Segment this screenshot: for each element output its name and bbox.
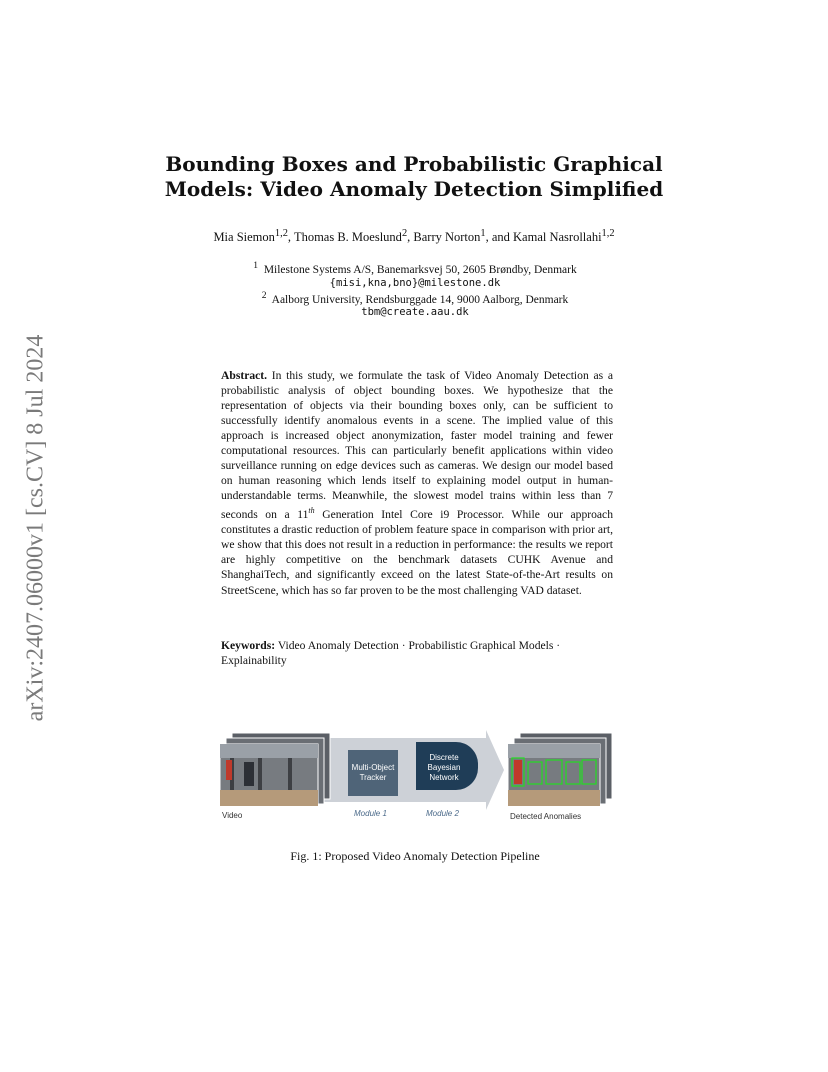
abstract-text: In this study, we formulate the task of Video Anomaly Detection as a probabilistic analysis of object bounding boxes. We hypothesize that the representation of objects via their bounding boxes only, can be sufficient to successfully identify anomalous events in a scene. The implied value of this approach is increased object anonymization, faster model training and fewer computational resources. This can particularly benefit applications within video surveillance running on edge devices such as cameras. We design our model based on human reasoning which lends itself to explaining model output in human-understandable terms. Meanwhile, the slowest model trains within less than 7 seconds on a 11 [221, 369, 613, 522]
video-label: Video [222, 811, 243, 820]
network-label-2: Bayesian [427, 763, 461, 772]
affiliation-address: Aalborg University, Rendsburggade 14, 9000 Aalborg, Denmark [271, 293, 569, 306]
author-affiliation-mark: 1,2 [274, 228, 288, 239]
affiliation-2 [200, 290, 630, 306]
module-1-label: Module 1 [354, 809, 387, 818]
title-line-1: Bounding Boxes and Probabilistic Graphical [165, 152, 663, 176]
affiliation-1 [200, 260, 630, 276]
figure-caption: Fig. 1: Proposed Video Anomaly Detection Pipeline [290, 849, 540, 863]
keywords [221, 638, 613, 668]
author-name: Kamal Nasrollahi [513, 230, 602, 245]
module-2-label: Module 2 [426, 809, 459, 818]
author-affiliation-mark: 1 [480, 228, 486, 239]
author-affiliation-mark: 2 [401, 228, 408, 239]
affiliation-number: 2 [261, 290, 267, 301]
detected-anomaly-frames [508, 733, 612, 806]
author-separator: , [287, 230, 294, 245]
abstract-text-continued: Generation Intel Core i9 Processor. While our approach constitutes a drastic reduction of problem feature space in comparison with prior art, we show that this does not result in a reduction in performance: the results we report are highly competitive on the benchmark datasets CUHK Avenue and ShanghaiTech, and significantly exceed on the latest State-of-the-Art results on StreetScene, which has so far proven to be the most challenging VAD dataset. [221, 508, 613, 597]
author-list [140, 228, 688, 245]
arxiv-identifier: arXiv:2407.06000v1 [cs.CV] 8 Jul 2024 [22, 334, 49, 722]
author-separator: , and [485, 230, 514, 245]
tracker-label-2: Tracker [359, 773, 387, 782]
abstract [221, 368, 613, 598]
author-name: Thomas B. Moeslund [293, 230, 402, 245]
author-affiliation-mark: 1,2 [601, 228, 615, 239]
affiliation-address: Milestone Systems A/S, Banemarksvej 50, 2605 Brøndby, Denmark [263, 263, 577, 276]
keywords-text: Video Anomaly Detection · Probabilistic Graphical Models · Explainability [221, 639, 561, 668]
detected-anomalies-label: Detected Anomalies [510, 812, 582, 821]
network-label-1: Discrete [429, 753, 459, 762]
network-label-3: Network [429, 773, 459, 782]
affiliation-1-email: {misi,kna,bno}@milestone.dk [329, 277, 501, 289]
author-name: Mia Siemon [213, 230, 275, 245]
affiliation-number: 1 [253, 260, 259, 271]
input-video-frames [220, 733, 330, 806]
author-separator: , [407, 230, 414, 245]
pipeline-figure [218, 730, 614, 826]
abstract-label: Abstract. [221, 369, 268, 382]
title-line-2: Models: Video Anomaly Detection Simplified [164, 177, 664, 201]
paper-title [150, 152, 678, 202]
affiliation-2-email: tbm@create.aau.dk [361, 306, 469, 318]
keywords-label: Keywords: [221, 639, 276, 652]
author-name: Barry Norton [413, 230, 481, 245]
tracker-label-1: Multi-Object [351, 763, 395, 772]
ordinal-superscript: th [308, 506, 315, 516]
